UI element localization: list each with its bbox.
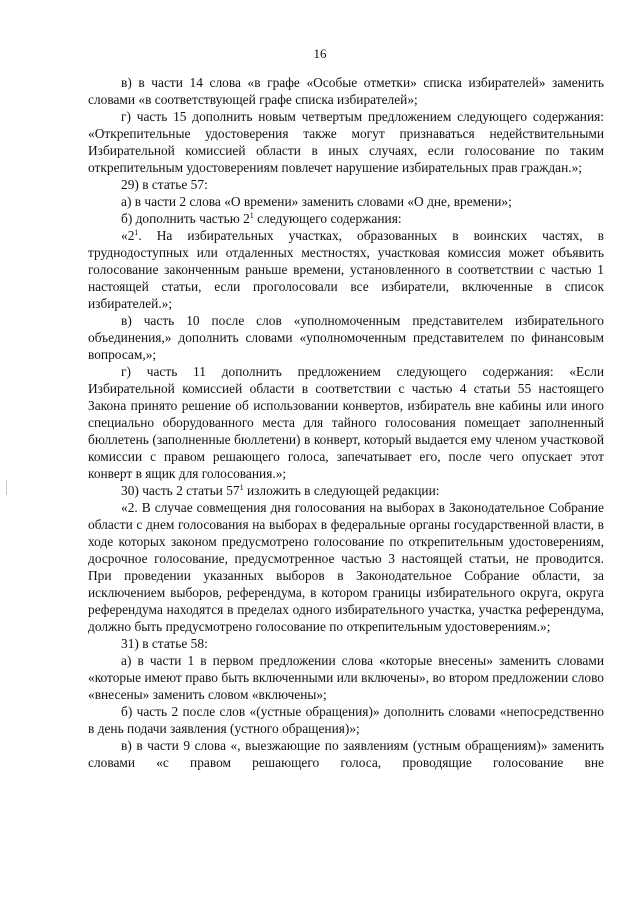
paragraph: в) в части 14 слова «в графе «Особые отметки» списка избирателей» заменить словами «в соответствующей графе списка избирателей»; [88, 75, 604, 107]
paragraph: 31) в статье 58: [121, 636, 208, 651]
paragraph: в) часть 10 после слов «уполномоченным представителем избирательного объединения,» дополнить словами «уполномоченным представителем по финансовым вопросам,»; [88, 313, 604, 362]
superscript: 1 [134, 228, 139, 237]
paragraph: б) дополнить частью $2^1$ следующего содержания: [121, 211, 402, 226]
paragraph: б) часть 2 после слов «(устные обращения)» дополнить словами «непосредственно в день подачи заявления (устного обращения)»; [88, 704, 604, 736]
superscript: 1 [249, 211, 254, 220]
paragraph: а) в части 1 в первом предложении слова «которые внесены» заменить словами «которые имеют право быть включенными или включены», во втором предложении слово «внесены» заменить словом «включены»; [88, 653, 604, 702]
paragraph: в) в части 9 слова «, выезжающие по заявлениям (устным обращениям)» заменить словами «с правом решающего голоса, проводящие голосование вне [88, 738, 604, 770]
document-body [88, 74, 604, 771]
paragraph: а) в части 2 слова «О времени» заменить словами «О дне, времени»; [121, 194, 512, 209]
paragraph: г) часть 15 дополнить новым четвертым предложением следующего содержания: «Открепительные удостоверения также могут признаваться недействительными Избирательной комиссией области в иных случаях, если голосование по таким открепительным удостоверениям повлечет нарушение избирательных прав граждан.»; [88, 109, 604, 175]
paragraph: 29) в статье 57: [121, 177, 208, 192]
paragraph: «$2^1$. На избирательных участках, образованных в воинских частях, в труднодоступных или отдаленных местностях, участковая комиссия может объявить голосование законченным раньше времени, установленного в соответствии с частью 1 настоящей статьи, если проголосовали все избиратели, включенные в список избирателей.»; [88, 228, 604, 311]
page-number: 16 [313, 46, 327, 61]
paragraph: г) часть 11 дополнить предложением следующего содержания: «Если Избирательной комиссией области в соответствии с частью 4 статьи 55 настоящего Закона принято решение об использовании конвертов, избиратель вне кабины или иного специально оборудованного места для тайного голосования помещает заполненный бюллетень (заполненные бюллетени) в конверт, который выдается ему членом участковой комиссии с правом решающего голоса, запечатывает его, после чего опускает этот конверт в ящик для голосования.»; [88, 364, 604, 481]
paragraph: «2. В случае совмещения дня голосования на выборах в Законодательное Собрание области с днем голосования на выборах в федеральные органы государственной власти, в ходе которых законом предусмотрено голосование по открепительным удостоверениям, досрочное голосование, предусмотренное частью 3 настоящей статьи, не проводится. При проведении указанных выборов в Законодательное Собрание области, за исключением выборов, референдума, в котором границы избирательного округа, округа референдума находятся в пределах одного избирательного участка, участка референдума, должно быть предусмотрено голосование по открепительным удостоверениям.»; [88, 500, 604, 634]
paragraph: 30) часть 2 статьи $57^1$ изложить в следующей редакции: [121, 483, 440, 498]
scan-margin-mark [6, 480, 7, 495]
superscript: 1 [239, 483, 244, 492]
